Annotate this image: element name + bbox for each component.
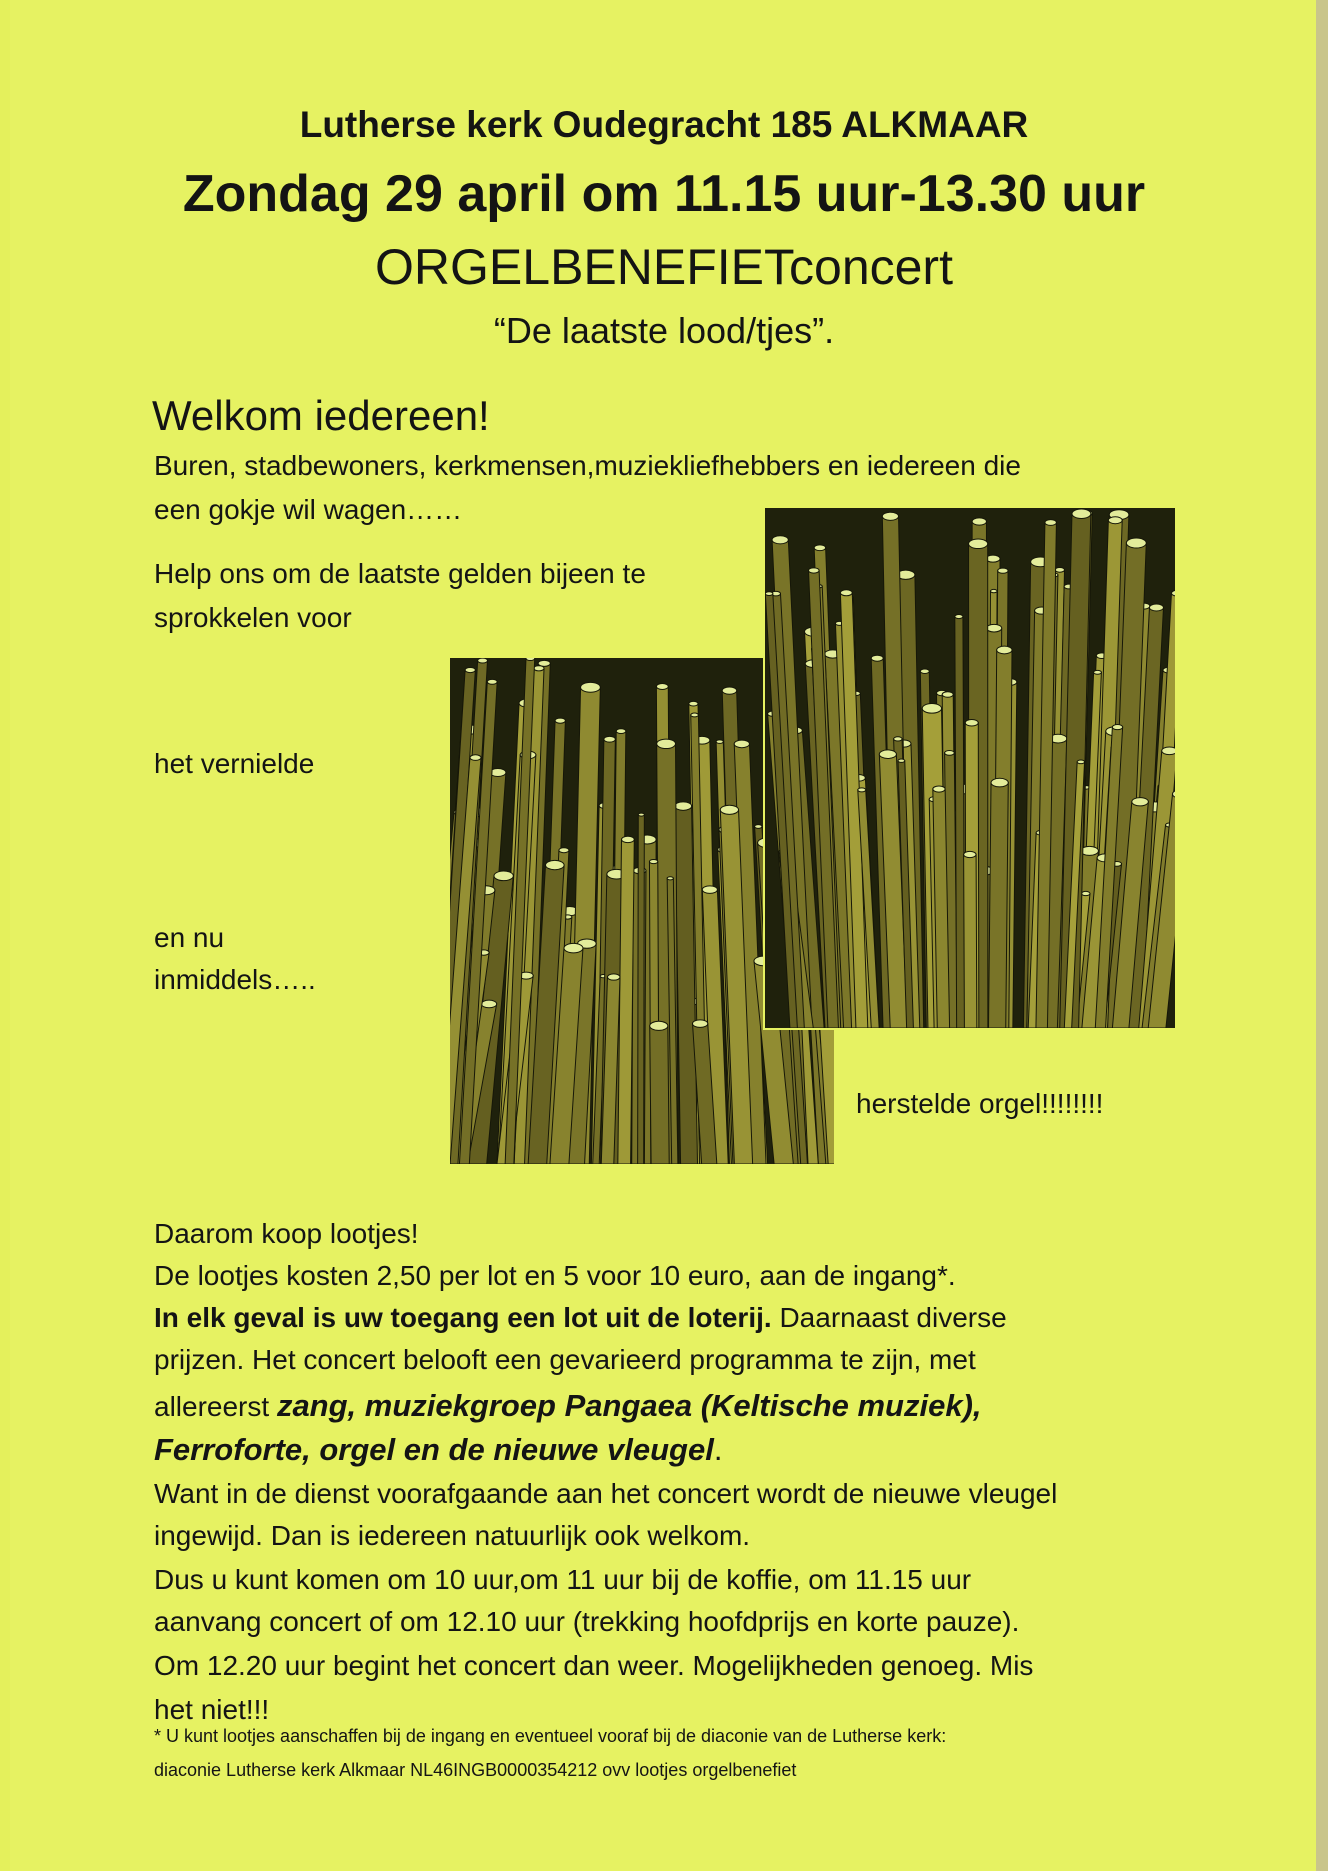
concert-title: ORGELBENEFIETconcert <box>375 239 953 295</box>
body-line: Om 12.20 uur begint het concert dan weer. Mogelijkheden genoeg. Mis <box>154 1650 1034 1681</box>
bold-italic-text: zang, muziekgroep Pangaea (Keltische muziek), <box>276 1388 982 1423</box>
body-line: Dus u kunt komen om 10 uur,om 11 uur bij de koffie, om 11.15 uur <box>154 1564 972 1595</box>
organ-pipes-photo-restored <box>763 508 1175 1030</box>
body-line <box>154 1432 722 1468</box>
intro-line: inmiddels….. <box>154 964 316 995</box>
intro-line: en nu <box>154 922 225 953</box>
body-line: het niet!!! <box>154 1694 270 1725</box>
footnote-line: * U kunt lootjes aanschaffen bij de ingang en eventueel vooraf bij de diaconie van de Lutherse kerk: <box>154 1726 947 1746</box>
body-text: . <box>713 1432 723 1467</box>
intro-line: een gokje wil wagen…… <box>154 494 463 525</box>
body-text: allereerst <box>154 1391 277 1422</box>
body-line: Want in de dienst voorafgaande aan het concert wordt de nieuwe vleugel <box>154 1478 1058 1509</box>
body-line: De lootjes kosten 2,50 per lot en 5 voor 10 euro, aan de ingang*. <box>154 1260 956 1291</box>
footnote-line: diaconie Lutherse kerk Alkmaar NL46INGB0000354212 ovv lootjes orgelbenefiet <box>154 1760 797 1780</box>
intro-line: herstelde orgel!!!!!!!! <box>856 1088 1104 1119</box>
intro-line: het vernielde <box>154 748 315 779</box>
body-line: aanvang concert of om 12.10 uur (trekking hoofdprijs en korte pauze). <box>154 1606 1020 1637</box>
address-line: Lutherse kerk Oudegracht 185 ALKMAAR <box>299 104 1029 145</box>
intro-line: Help ons om de laatste gelden bijeen te <box>154 558 646 589</box>
body-line <box>154 1302 1007 1334</box>
welcome-heading: Welkom iedereen! <box>152 392 490 439</box>
body-line: prijzen. Het concert belooft een gevarieerd programma te zijn, met <box>154 1344 976 1375</box>
body-line: Daarom koop lootjes! <box>154 1218 419 1249</box>
body-line: ingewijd. Dan is iedereen natuurlijk ook welkom. <box>154 1520 751 1551</box>
intro-line: Buren, stadbewoners, kerkmensen,muziekliefhebbers en iedereen die <box>154 450 1021 481</box>
date-line: Zondag 29 april om 11.15 uur-13.30 uur <box>182 165 1146 223</box>
bold-italic-text: Ferroforte, orgel en de nieuwe vleugel <box>154 1432 714 1467</box>
body-line <box>154 1388 982 1424</box>
intro-line: sprokkelen voor <box>154 602 352 633</box>
body-text: Daarnaast diverse <box>771 1302 1007 1333</box>
bold-text: In elk geval is uw toegang een lot uit de loterij. <box>154 1302 772 1333</box>
motto: “De laatste lood/tjes”. <box>493 310 835 351</box>
